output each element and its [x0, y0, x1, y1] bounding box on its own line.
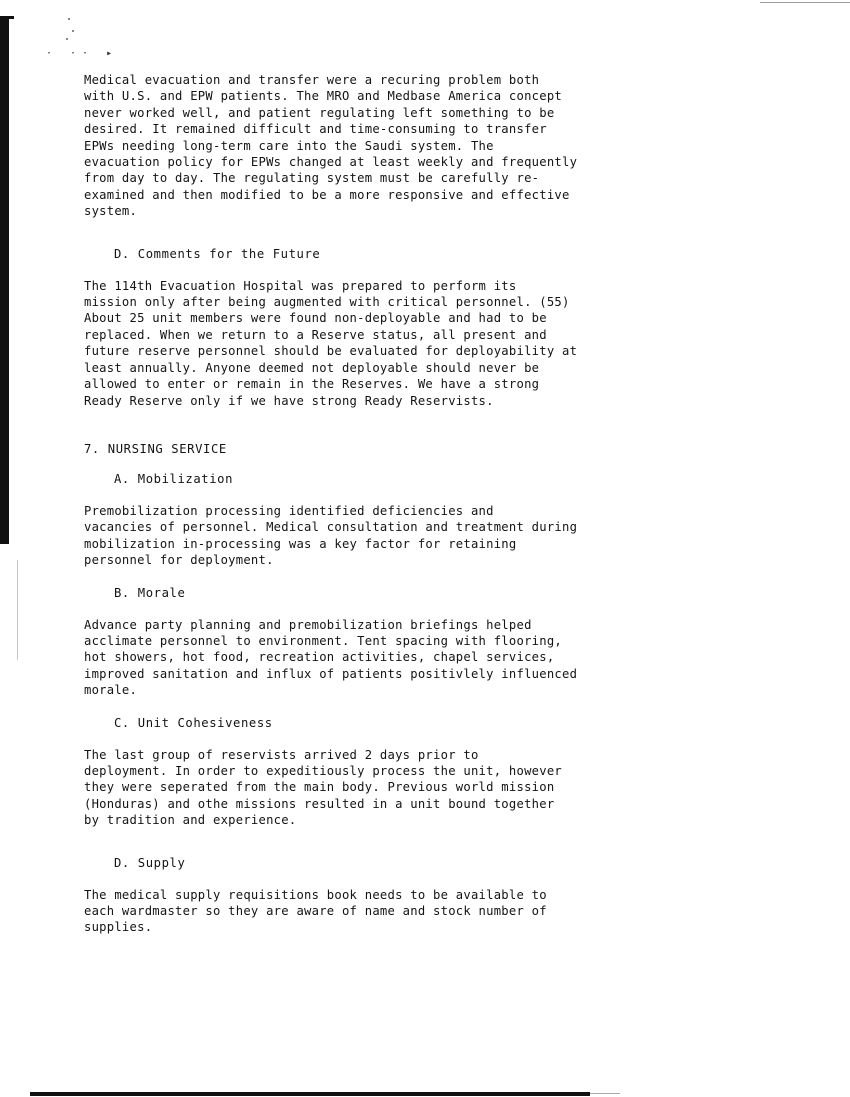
- nursing-service-heading: 7. NURSING SERVICE: [84, 441, 227, 456]
- cohesiveness-paragraph: The last group of reservists arrived 2 days prior to deployment. In order to expeditiously process the unit, however they were seperated from the main body. Previous world mission (Honduras) and othe missions resulted in a unit bound together by tradition and experience.: [84, 747, 563, 828]
- scan-top-edge-line: [760, 2, 850, 3]
- scan-bottom-edge-line: [30, 1092, 590, 1096]
- scan-left-edge-bar: [0, 16, 9, 544]
- scan-speck: [66, 38, 68, 40]
- scan-bottom-faint-line: [590, 1093, 620, 1094]
- morale-heading: B. Morale: [114, 585, 186, 600]
- scan-speck: [72, 30, 74, 32]
- scan-speck: [68, 18, 70, 20]
- future-paragraph: The 114th Evacuation Hospital was prepared to perform its mission only after being augmented with critical personnel. (55) About 25 unit members were found non-deployable and had to be replaced. When we return to a Reserve status, all present and future reserve personnel should be evaluated for deployability at least annually. Anyone deemed not deployable should never be allowed to enter or remain in the Reserves. We have a strong Ready Reserve only if we have strong Ready Reservists.: [84, 278, 578, 408]
- supply-paragraph: The medical supply requisitions book needs to be available to each wardmaster so they are aware of name and stock number of supplies.: [84, 887, 547, 935]
- scan-left-edge-tick: [0, 16, 14, 19]
- document-body: [84, 72, 744, 936]
- scan-dot-marks: · ·· ▸: [46, 48, 119, 59]
- evacuation-paragraph: Medical evacuation and transfer were a recuring problem both with U.S. and EPW patients. The MRO and Medbase America concept never worked well, and patient regulating left something to be desired. It remained difficult and time-consuming to transfer EPWs needing long-term care into the Saudi system. The evacuation policy for EPWs changed at least weekly and frequently from day to day. The regulating system must be carefully re- examined and then modified to be a more responsive and effective system.: [84, 73, 578, 219]
- morale-paragraph: Advance party planning and premobilization briefings helped acclimate personnel to environment. Tent spacing with flooring, hot showers, hot food, recreation activities, chapel services, improved sanitation and influx of patients positivlely influenced morale.: [84, 617, 578, 698]
- scan-left-faint-line: [17, 560, 18, 660]
- mobilization-heading: A. Mobilization: [114, 471, 234, 486]
- mobilization-paragraph: Premobilization processing identified deficiencies and vacancies of personnel. Medical consultation and treatment during mobilization in-processing was a key factor for retaining personnel for deployment.: [84, 503, 578, 568]
- supply-heading: D. Supply: [114, 855, 186, 870]
- unit-cohesiveness-heading: C. Unit Cohesiveness: [114, 715, 273, 730]
- comments-future-heading: D. Comments for the Future: [114, 246, 321, 261]
